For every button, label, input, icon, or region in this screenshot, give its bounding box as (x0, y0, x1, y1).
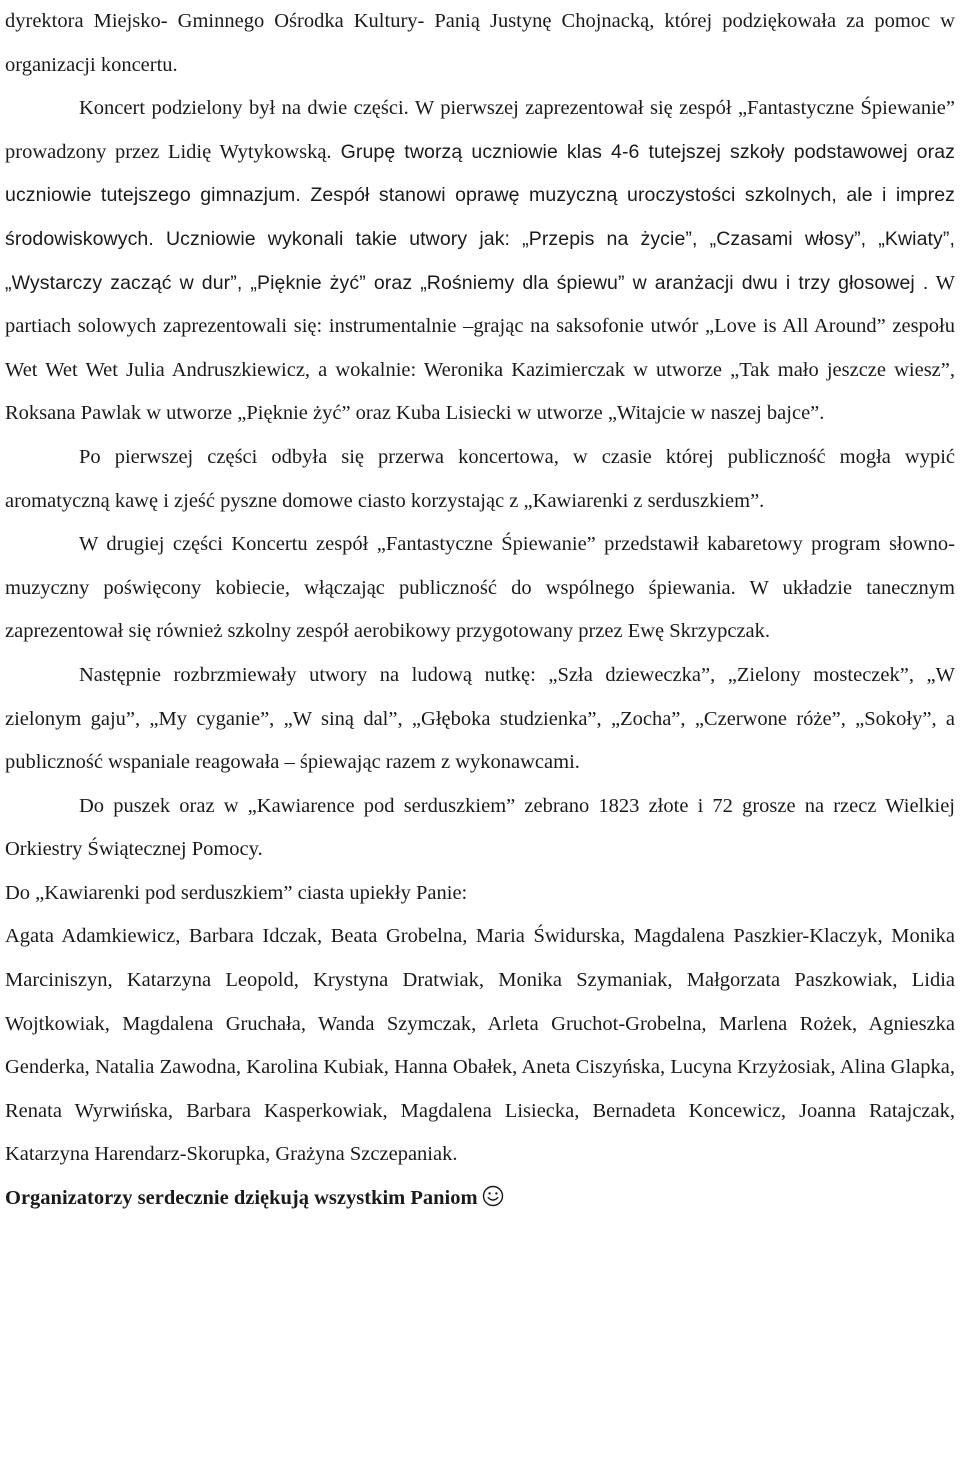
closing-thanks-text: Organizatorzy serdecznie dziękują wszystkim Paniom (5, 1187, 478, 1210)
paragraph-concert-part-two: W drugiej części Koncertu zespół „Fantastyczne Śpiewanie” przedstawił kabaretowy program słowno- muzyczny poświęcony kobiecie, włączając publiczność do wspólnego śpiewania. W układzie tanecznym zaprezentował się również szkolny zespół aerobikowy przygotowany przez Ewę Skrzypczak. (5, 533, 955, 643)
paragraph-intermission: Po pierwszej części odbyła się przerwa koncertowa, w czasie której publiczność mogła wypić aromatyczną kawę i zjeść pyszne domowe ciasto korzystając z „Kawiarenki z serduszkiem”. (5, 445, 955, 512)
paragraph-intro-continuation: dyrektora Miejsko- Gminnego Ośrodka Kultury- Panią Justynę Chojnacką, której podziękowała za pomoc w organizacji koncertu. (5, 10, 955, 76)
closing-thanks (5, 1177, 955, 1221)
document-page (5, 0, 955, 1221)
smiley-face-icon (482, 1185, 504, 1207)
paragraph-bakers-intro: Do „Kawiarenki pod serduszkiem” ciasta upiekły Panie: (5, 881, 468, 904)
paragraph-folk-songs: Następnie rozbrzmiewały utwory na ludową nutkę: „Szła dzieweczka”, „Zielony mosteczek”, „W zielonym gaju”, „My cyganie”, „W siną dal”, „Głęboka studzienka”, „Zocha”, „Czerwone róże”, „Sokoły”, a publiczność wspaniale reagowała – śpiewając razem z wykonawcami. (5, 663, 955, 774)
paragraph-concert-part-one-solos: W partiach solowych zaprezentowali się: instrumentalnie –grając na saksofonie utwór „Love is All Around” zespołu Wet Wet Wet Julia Andruszkiewicz, a wokalnie: Weronika Kazimierczak w utworze „Tak mało jeszcze wiesz”, Roksana Pawlak w utworze „Pięknie żyć” oraz Kuba Lisiecki w utworze „Witajcie w naszej bajce”. (5, 271, 956, 425)
paragraph-donations: Do puszek oraz w „Kawiarence pod serduszkiem” zebrano 1823 złote i 72 grosze na rzecz Wielkiej Orkiestry Świątecznej Pomocy. (5, 794, 955, 861)
paragraph-concert-part-one-sans: Grupę tworzą uczniowie klas 4-6 tutejszej szkoły podstawowej oraz uczniowie tutejszego gimnazjum. Zespół stanowi oprawę muzyczną uroczystości szkolnych, ale i imprez środowiskowych. Uczniowie wykonali takie utwory jak: „Przepis na życie”, „Czasami włosy”, „Kwiaty”, „Wystarczy zacząć w dur”, „Pięknie żyć” oraz „Rośniemy dla śpiewu” w aranżacji dwu i trzy głosowej . (5, 140, 955, 294)
paragraph-concert-part-one (5, 87, 955, 436)
paragraph-bakers-list: Agata Adamkiewicz, Barbara Idczak, Beata Grobelna, Maria Świdurska, Magdalena Paszkier-Klaczyk, Monika Marciniszyn, Katarzyna Leopold, Krystyna Dratwiak, Monika Szymaniak, Małgorzata Paszkowiak, Lidia Wojtkowiak, Magdalena Gruchała, Wanda Szymczak, Arleta Gruchot-Grobelna, Marlena Rożek, Agnieszka Genderka, Natalia Zawodna, Karolina Kubiak, Hanna Obałek, Aneta Ciszyńska, Lucyna Krzyżosiak, Alina Glapka, Renata Wyrwińska, Barbara Kasperkowiak, Magdalena Lisiecka, Bernadeta Koncewicz, Joanna Ratajczak, Katarzyna Harendarz-Skorupka, Grażyna Szczepaniak. (5, 925, 955, 1166)
paragraph-concert-part-one-serif: Koncert podzielony był na dwie części. W pierwszej zaprezentował się zespół „Fantastyczne Śpiewanie” prowadzony przez Lidię Wytykowską. (5, 97, 955, 163)
